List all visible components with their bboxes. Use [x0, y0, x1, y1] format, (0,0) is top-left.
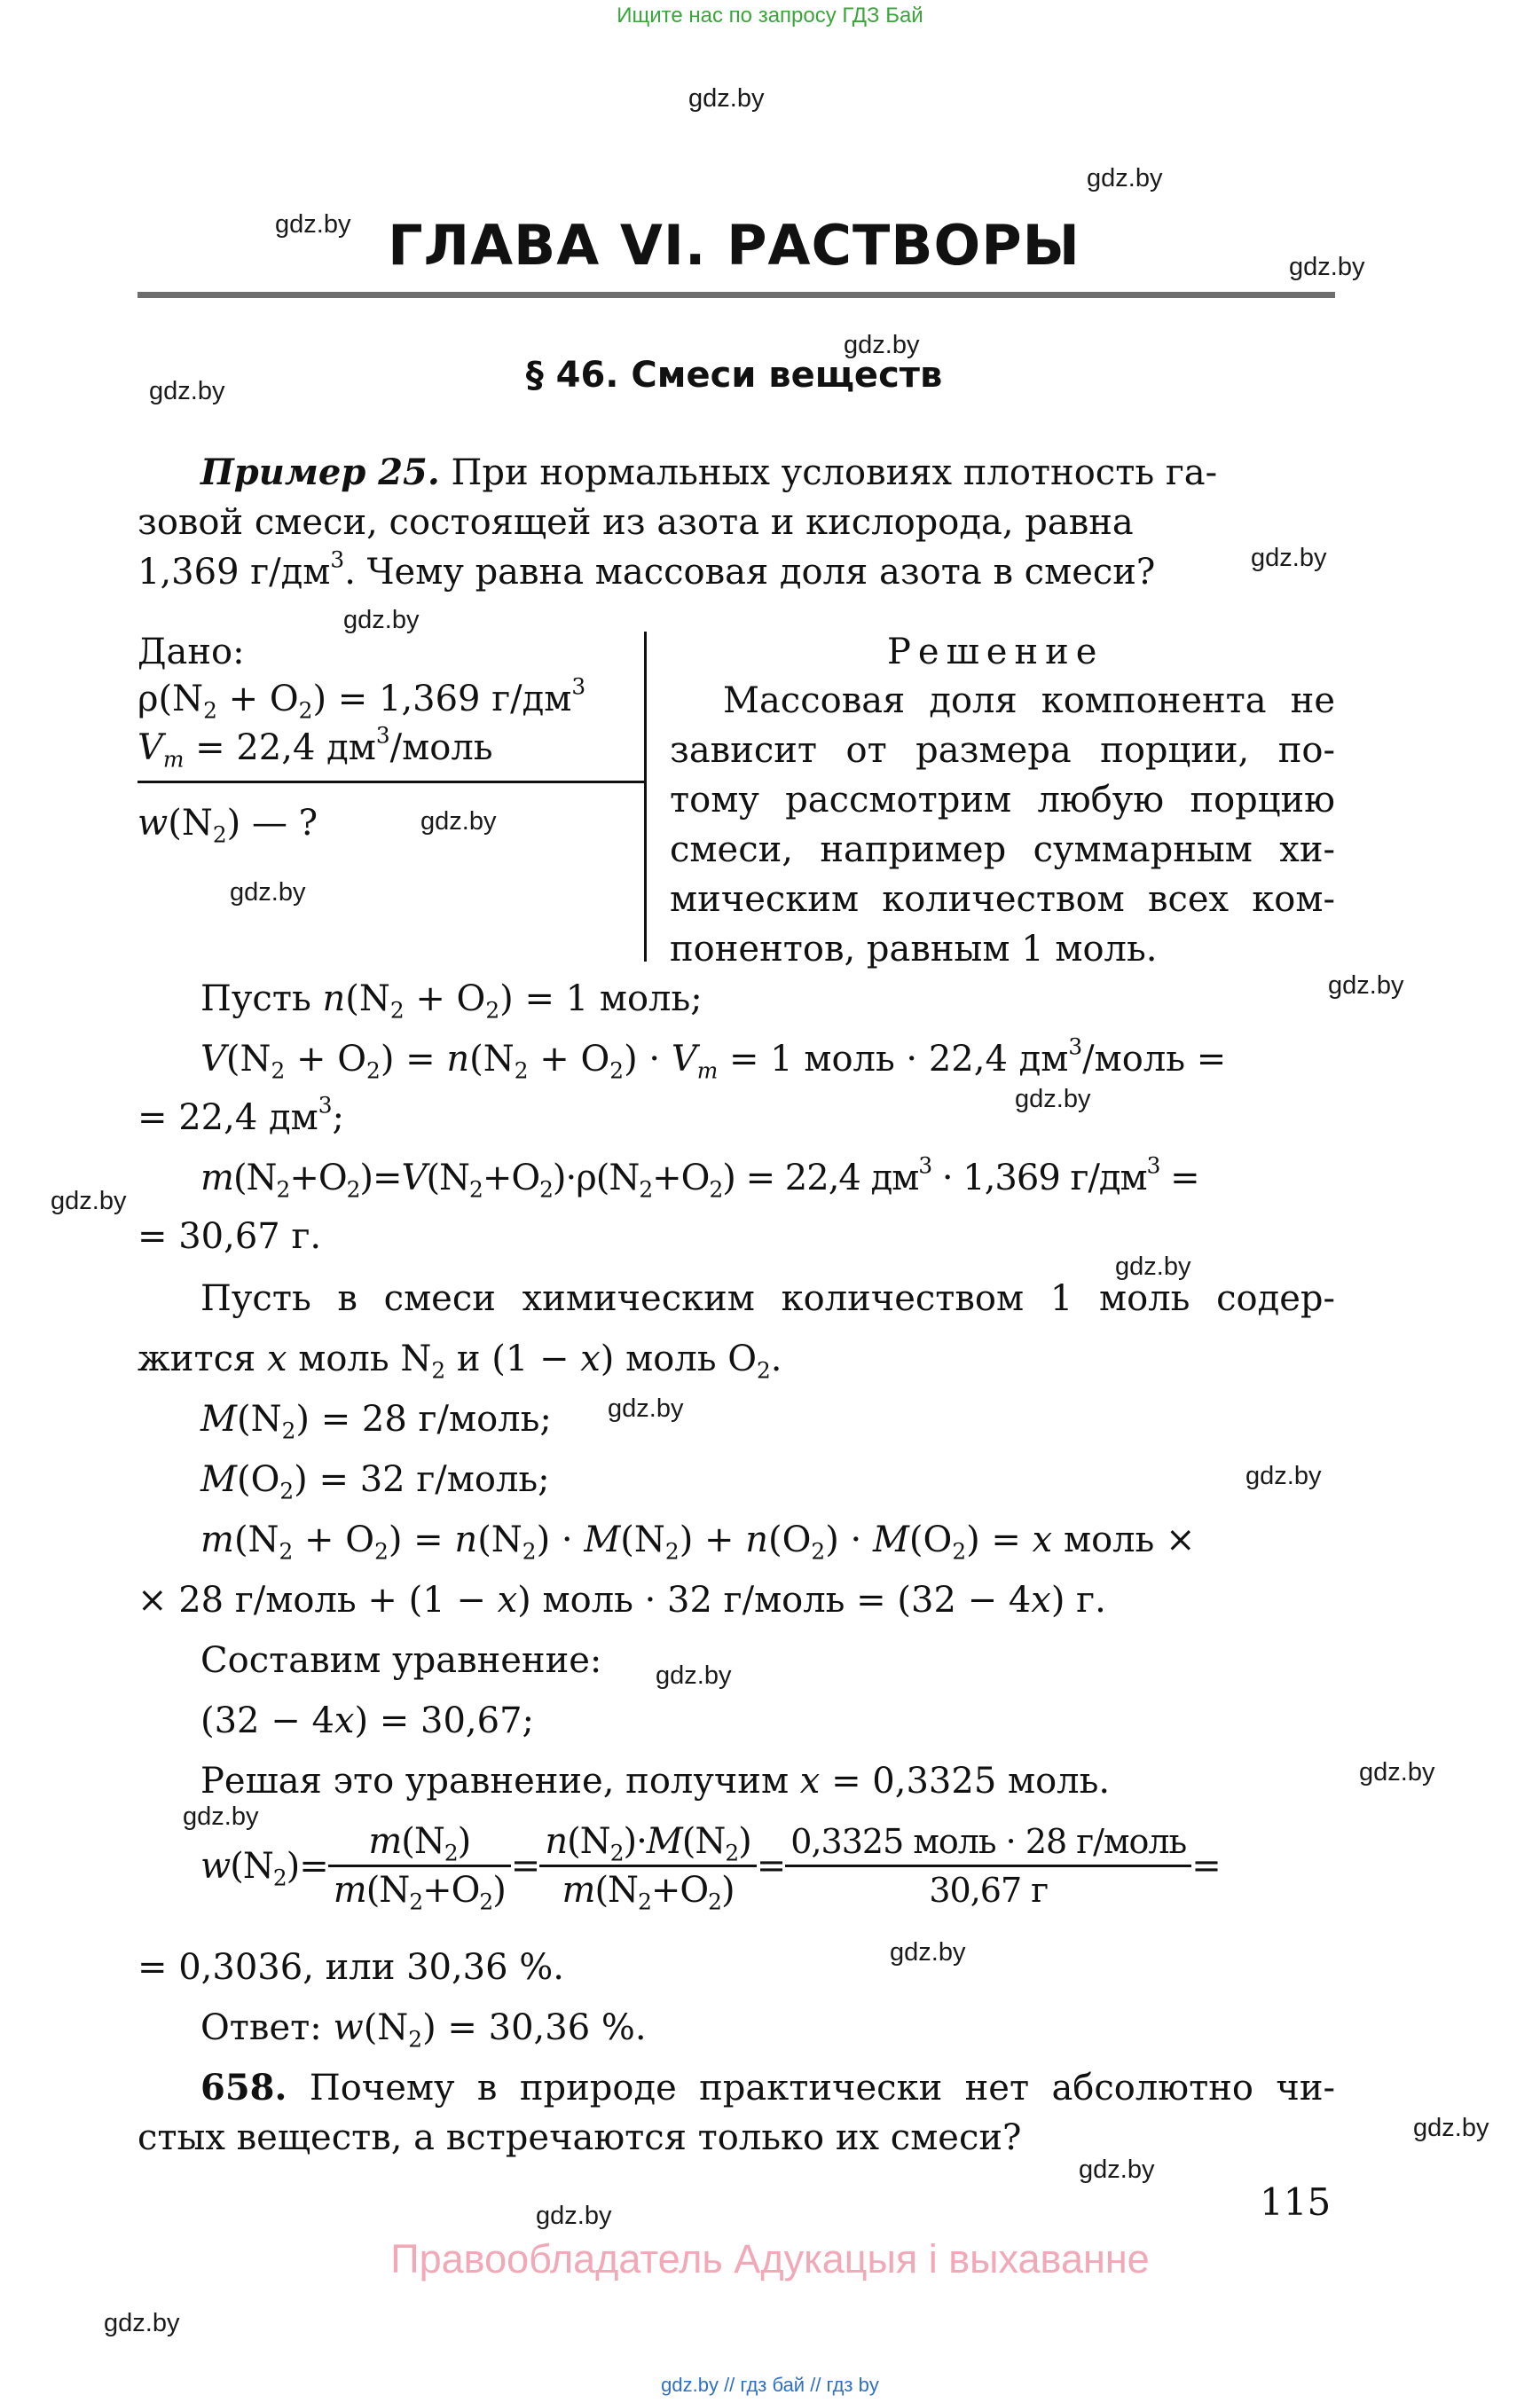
- example-label: Пример 25.: [200, 452, 440, 493]
- calc-answer: Ответ: $w(N_2) = 30,36$ %.: [200, 2007, 647, 2053]
- calc-volume: $V(N_2 + O_2) = n(N_2 + O_2) \cdot V_m = 1$ моль · 22,4 $дм^3$/моль =: [200, 1033, 1227, 1084]
- watermark: gdz.by: [688, 84, 765, 113]
- watermark: gdz.by: [536, 2202, 612, 2230]
- solution-line-6: понентов, равным 1 моль.: [670, 929, 1158, 970]
- watermark: gdz.by: [656, 1661, 732, 1690]
- calc-mass-eq-2: × 28 г/моль + (1 − x) моль · 32 г/моль = (32 − 4x) г.: [138, 1580, 1106, 1621]
- calc-equation: (32 − 4x) = 30,67;: [200, 1700, 535, 1741]
- watermark: gdz.by: [183, 1802, 259, 1831]
- given-label: Дано:: [138, 632, 245, 672]
- calc-let-n: Пусть $n(N_2 + O_2) = 1$ моль;: [200, 978, 703, 1024]
- given-find: $w(N_2)$ — ?: [138, 803, 318, 848]
- watermark: gdz.by: [51, 1187, 127, 1215]
- given-divider: [138, 781, 644, 783]
- solution-line-2: зависит от размера порции, по-: [670, 730, 1335, 771]
- chapter-title: ГЛАВА VI. РАСТВОРЫ: [388, 213, 1080, 278]
- watermark: gdz.by: [844, 331, 920, 359]
- calc-result: = 0,3036, или 30,36 %.: [138, 1947, 565, 1988]
- section-title: § 46. Смеси веществ: [525, 355, 943, 396]
- watermark: gdz.by: [1079, 2156, 1155, 2184]
- calc-mass-result: = 30,67 г.: [138, 1216, 322, 1257]
- example-line-3: 1,369 $г/дм^3$. Чему равна массовая доля азота в смеси?: [138, 546, 1156, 593]
- page-number: 115: [1260, 2180, 1332, 2224]
- example-line-2: зовой смеси, состоящей из азота и кислорода, равна: [138, 502, 1134, 543]
- calc-volume-result: = 22,4 $дм^3$;: [138, 1092, 345, 1138]
- calc-let-x-1: Пусть в смеси химическим количеством 1 моль содер-: [200, 1278, 1335, 1319]
- watermark: gdz.by: [1413, 2114, 1489, 2142]
- chapter-rule: [138, 292, 1335, 298]
- calc-molar-mass-n2: $M(N_2) = 28$ г/моль;: [200, 1399, 552, 1444]
- calc-solving: Решая это уравнение, получим x = 0,3325 моль.: [200, 1761, 1111, 1802]
- given-vertical-rule: [644, 632, 647, 962]
- task-line-2: стых веществ, а встречаются только их смеси?: [138, 2117, 1022, 2158]
- watermark: gdz.by: [1328, 971, 1404, 1000]
- solution-line-1: Массовая доля компонента не: [723, 680, 1335, 721]
- task-line-1: 658. Почему в природе практически нет абсолютно чи-: [200, 2067, 1335, 2109]
- watermark: gdz.by: [149, 377, 225, 405]
- watermark: gdz.by: [608, 1394, 684, 1423]
- watermark: gdz.by: [230, 878, 306, 907]
- calc-molar-mass-o2: $M(O_2) = 32$ г/моль;: [200, 1459, 550, 1504]
- watermark: gdz.by: [343, 606, 420, 634]
- calc-compose: Составим уравнение:: [200, 1640, 602, 1681]
- watermark: gdz.by: [1087, 164, 1163, 192]
- solution-line-4: смеси, например суммарным хи-: [670, 829, 1335, 870]
- bottom-links[interactable]: gdz.by // гдз бай // гдз by: [661, 2374, 879, 2396]
- watermark: gdz.by: [1245, 1462, 1322, 1490]
- given-molar-volume: $V_m = 22,4$ $дм^3$/моль: [138, 722, 493, 773]
- watermark: gdz.by: [1115, 1253, 1191, 1281]
- calc-let-x-2: жится x моль $N_2$ и (1 − x) моль $O_2$.: [138, 1339, 782, 1384]
- watermark: gdz.by: [275, 210, 351, 239]
- solution-line-5: мическим количеством всех ком-: [670, 879, 1335, 920]
- copyright-footer: Правообладатель Адукацыя і выхаванне: [390, 2236, 1150, 2281]
- watermark: gdz.by: [1289, 253, 1365, 281]
- watermark: gdz.by: [1359, 1758, 1435, 1787]
- example-line-1: Пример 25. При нормальных условиях плотность га-: [200, 452, 1218, 493]
- watermark: gdz.by: [420, 807, 497, 836]
- watermark: gdz.by: [104, 2309, 180, 2337]
- watermark: gdz.by: [890, 1938, 966, 1967]
- calc-mass-eq-1: $m(N_2 + O_2) = n(N_2) \cdot M(N_2) + n(O_2) \cdot M(O_2) = x$ моль ×: [200, 1520, 1196, 1565]
- top-banner[interactable]: Ищите нас по запросу ГДЗ Бай: [617, 4, 923, 27]
- calc-mass: $m(N_2+O_2)=V(N_2+O_2)\cdot\rho(N_2+O_2) = 22,4$ $дм^3 \cdot 1,369$ $г/дм^3$ =: [200, 1152, 1199, 1203]
- solution-heading: Решение: [887, 632, 1104, 672]
- solution-line-3: тому рассмотрим любую порцию: [670, 780, 1335, 821]
- watermark: gdz.by: [1015, 1085, 1091, 1113]
- given-density: $\rho(N_2 + O_2) = 1,369$ $г/дм^3$: [138, 673, 586, 724]
- calc-fraction: $w(N_2)=$ $\frac{m(N_2)}{m(N_2+O_2)}$ = $\frac{n(N_2)\cdot M(N_2)}{m(N_2+O_2)}$ = $\frac{\text{0,3325 моль · 28 г/моль}}{30,67 г}$ =: [200, 1818, 1221, 1913]
- watermark: gdz.by: [1251, 544, 1327, 572]
